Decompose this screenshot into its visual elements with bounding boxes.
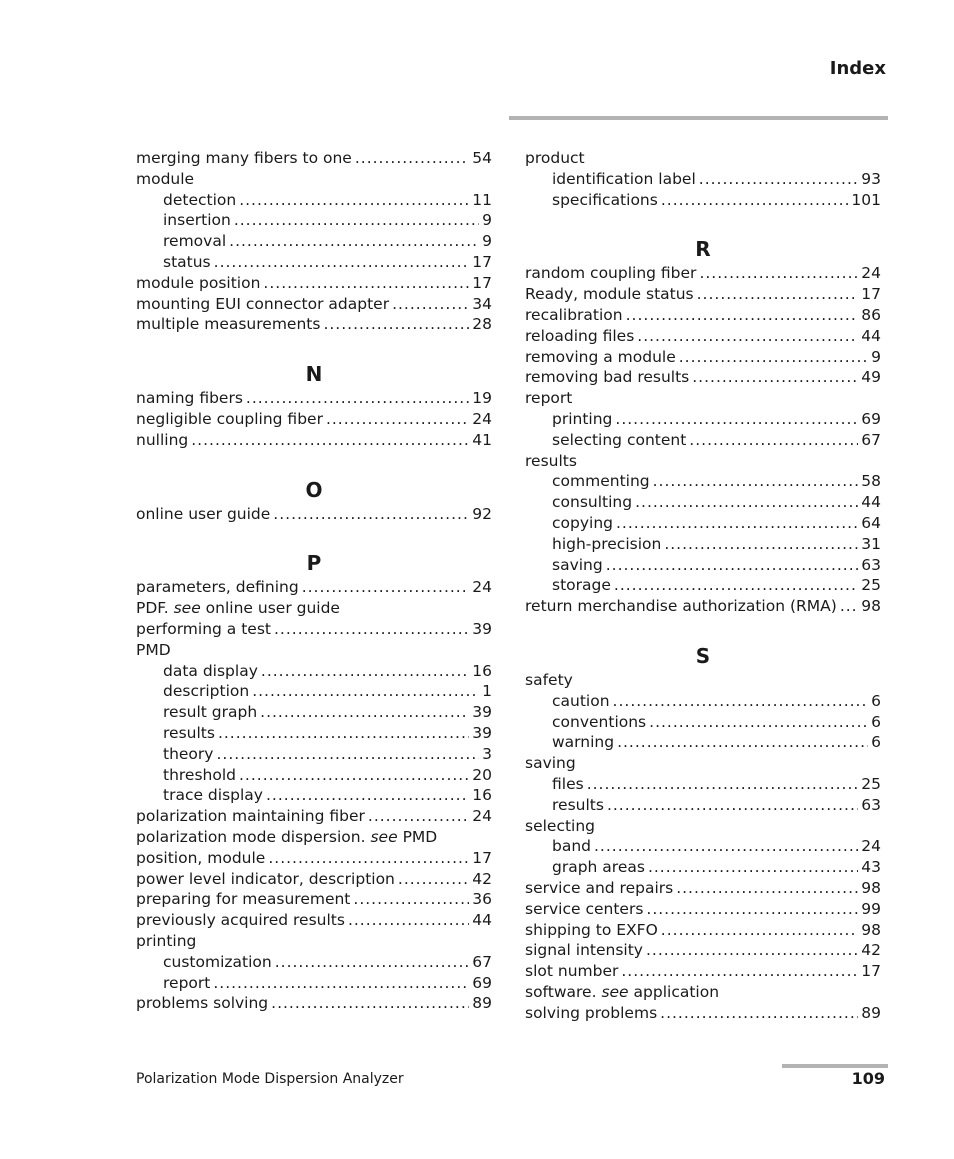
index-term: trace display bbox=[163, 786, 263, 805]
leader-dots bbox=[649, 712, 868, 733]
index-term: naming fibers bbox=[136, 389, 243, 408]
leader-dots bbox=[676, 878, 858, 899]
index-subentry bbox=[136, 785, 492, 806]
index-term: shipping to EXFO bbox=[525, 920, 658, 939]
index-term: negligible coupling fiber bbox=[136, 409, 323, 428]
index-entry bbox=[525, 1003, 881, 1024]
index-group-p-cont bbox=[525, 148, 881, 210]
index-term: polarization mode dispersion. see PMD bbox=[136, 827, 438, 846]
index-page: 67 bbox=[861, 430, 881, 449]
index-letter-heading: S bbox=[695, 643, 711, 668]
header-rule bbox=[509, 116, 888, 120]
index-group-m bbox=[136, 148, 492, 335]
index-term: saving bbox=[525, 754, 576, 773]
leader-dots bbox=[214, 252, 470, 273]
index-page: 31 bbox=[861, 534, 881, 553]
index-term: removing bad results bbox=[525, 368, 690, 387]
index-page: 39 bbox=[472, 703, 492, 722]
index-term: module bbox=[136, 169, 195, 188]
leader-dots bbox=[398, 869, 469, 890]
index-subentry bbox=[525, 169, 881, 190]
index-entry bbox=[136, 848, 492, 869]
leader-dots bbox=[368, 806, 469, 827]
index-entry bbox=[525, 388, 881, 409]
index-term: problems solving bbox=[136, 994, 269, 1013]
index-page: 42 bbox=[861, 941, 881, 960]
index-entry bbox=[525, 451, 881, 472]
leader-dots bbox=[252, 681, 479, 702]
leader-dots bbox=[263, 273, 469, 294]
index-page: 44 bbox=[861, 326, 881, 345]
index-term: parameters, defining bbox=[136, 578, 299, 597]
index-term: customization bbox=[163, 952, 272, 971]
index-page: 9 bbox=[482, 232, 492, 251]
index-subentry bbox=[136, 723, 492, 744]
index-entry bbox=[136, 314, 492, 335]
index-subentry bbox=[136, 952, 492, 973]
index-group-o bbox=[136, 504, 492, 525]
index-page: 101 bbox=[851, 190, 881, 209]
index-page: 25 bbox=[861, 774, 881, 793]
index-term: PMD bbox=[136, 640, 171, 659]
index-term: mounting EUI connector adapter bbox=[136, 294, 390, 313]
index-subentry bbox=[525, 409, 881, 430]
index-term: nulling bbox=[136, 430, 189, 449]
index-term: data display bbox=[163, 661, 258, 680]
index-subentry bbox=[525, 555, 881, 576]
leader-dots bbox=[689, 430, 858, 451]
index-page: 17 bbox=[861, 285, 881, 304]
leader-dots bbox=[648, 857, 858, 878]
leader-dots bbox=[606, 555, 859, 576]
leader-dots bbox=[302, 577, 470, 598]
index-entry bbox=[525, 284, 881, 305]
index-term: description bbox=[163, 682, 250, 701]
leader-dots bbox=[679, 347, 868, 368]
leader-dots bbox=[635, 492, 858, 513]
leader-dots bbox=[268, 848, 469, 869]
index-term: safety bbox=[525, 670, 573, 689]
index-entry bbox=[525, 367, 881, 388]
leader-dots bbox=[615, 409, 858, 430]
index-term: detection bbox=[163, 190, 237, 209]
index-entry bbox=[136, 869, 492, 890]
index-page: 9 bbox=[871, 347, 881, 366]
index-entry bbox=[136, 577, 492, 598]
index-page: 99 bbox=[861, 899, 881, 918]
leader-dots bbox=[353, 889, 469, 910]
index-subentry bbox=[136, 661, 492, 682]
index-subentry bbox=[136, 765, 492, 786]
index-page: 67 bbox=[472, 952, 492, 971]
leader-dots bbox=[191, 430, 469, 451]
index-term: PDF. see online user guide bbox=[136, 599, 340, 618]
leader-dots bbox=[261, 661, 469, 682]
index-entry bbox=[525, 305, 881, 326]
index-page: 28 bbox=[472, 315, 492, 334]
index-term: multiple measurements bbox=[136, 315, 321, 334]
leader-dots bbox=[274, 619, 469, 640]
index-entry bbox=[525, 753, 881, 774]
index-term: removing a module bbox=[525, 347, 676, 366]
index-page: 9 bbox=[482, 211, 492, 230]
index-entry bbox=[136, 294, 492, 315]
leader-dots bbox=[626, 305, 859, 326]
leader-dots bbox=[326, 409, 469, 430]
index-page: 16 bbox=[472, 661, 492, 680]
index-term: report bbox=[525, 389, 573, 408]
index-page: 44 bbox=[472, 911, 492, 930]
index-page: 20 bbox=[472, 765, 492, 784]
index-page: 43 bbox=[861, 858, 881, 877]
index-term: reloading files bbox=[525, 326, 635, 345]
index-term: specifications bbox=[552, 190, 658, 209]
index-page: 54 bbox=[472, 149, 492, 167]
leader-dots bbox=[699, 169, 858, 190]
index-letter-heading: P bbox=[306, 551, 322, 576]
index-page: 58 bbox=[861, 472, 881, 491]
index-term: printing bbox=[552, 409, 613, 428]
index-page: 24 bbox=[861, 837, 881, 856]
leader-dots bbox=[637, 326, 858, 347]
index-term: printing bbox=[136, 931, 197, 950]
index-page: 98 bbox=[861, 920, 881, 939]
index-page: 3 bbox=[482, 744, 492, 763]
leader-dots bbox=[664, 534, 858, 555]
leader-dots bbox=[613, 691, 869, 712]
index-subentry bbox=[525, 513, 881, 534]
index-entry bbox=[525, 899, 881, 920]
leader-dots bbox=[216, 744, 479, 765]
index-page: 49 bbox=[861, 368, 881, 387]
index-term: conventions bbox=[552, 712, 647, 731]
index-entry bbox=[136, 640, 492, 661]
index-page: 98 bbox=[861, 597, 881, 616]
index-page: 24 bbox=[472, 807, 492, 826]
index-term: status bbox=[163, 252, 211, 271]
index-entry bbox=[136, 806, 492, 827]
leader-dots bbox=[392, 294, 469, 315]
index-subentry bbox=[525, 190, 881, 211]
index-subentry bbox=[525, 430, 881, 451]
index-term: online user guide bbox=[136, 504, 271, 523]
index-entry bbox=[136, 993, 492, 1014]
index-term: high-precision bbox=[552, 534, 662, 553]
index-term: theory bbox=[163, 744, 214, 763]
index-term: results bbox=[525, 451, 577, 470]
index-entry bbox=[136, 889, 492, 910]
index-page: 1 bbox=[482, 682, 492, 701]
index-group-n bbox=[136, 388, 492, 450]
index-term: report bbox=[163, 973, 211, 992]
index-entry bbox=[525, 961, 881, 982]
page-header-title: Index bbox=[829, 58, 886, 79]
index-subentry bbox=[136, 190, 492, 211]
index-subentry bbox=[136, 231, 492, 252]
index-page: 17 bbox=[472, 273, 492, 292]
index-page: 42 bbox=[472, 869, 492, 888]
index-term: caution bbox=[552, 691, 610, 710]
index-subentry bbox=[525, 836, 881, 857]
leader-dots bbox=[660, 1003, 858, 1024]
index-entry bbox=[525, 878, 881, 899]
index-page: 63 bbox=[861, 555, 881, 574]
index-page: 36 bbox=[472, 890, 492, 909]
leader-dots bbox=[614, 575, 858, 596]
index-term: consulting bbox=[552, 493, 633, 512]
index-page: 98 bbox=[861, 878, 881, 897]
index-term: removal bbox=[163, 232, 227, 251]
index-term: service centers bbox=[525, 899, 644, 918]
leader-dots bbox=[661, 920, 858, 941]
index-subentry bbox=[525, 795, 881, 816]
index-subentry bbox=[525, 732, 881, 753]
leader-dots bbox=[239, 190, 469, 211]
index-column-left bbox=[136, 148, 492, 1014]
leader-dots bbox=[218, 723, 469, 744]
index-subentry bbox=[136, 973, 492, 994]
leader-dots bbox=[229, 231, 479, 252]
index-page: 17 bbox=[472, 848, 492, 867]
index-term: storage bbox=[552, 576, 611, 595]
index-letter-heading: R bbox=[695, 237, 711, 262]
leader-dots bbox=[213, 973, 469, 994]
leader-dots bbox=[617, 732, 868, 753]
index-term: warning bbox=[552, 733, 615, 752]
index-see-reference bbox=[525, 982, 881, 1003]
index-term: merging many fibers to one bbox=[136, 149, 352, 167]
index-group-p bbox=[136, 577, 492, 1014]
leader-dots bbox=[355, 148, 469, 169]
index-subentry bbox=[525, 774, 881, 795]
index-page: 17 bbox=[861, 962, 881, 981]
index-subentry bbox=[525, 691, 881, 712]
index-term: power level indicator, description bbox=[136, 869, 395, 888]
index-letter-heading: O bbox=[305, 477, 323, 502]
index-term: threshold bbox=[163, 765, 236, 784]
index-page: 19 bbox=[472, 389, 492, 408]
index-entry bbox=[136, 430, 492, 451]
index-entry bbox=[136, 148, 492, 169]
index-term: result graph bbox=[163, 703, 258, 722]
index-entry bbox=[136, 409, 492, 430]
index-subentry bbox=[136, 210, 492, 231]
index-term: product bbox=[525, 149, 585, 167]
index-term: identification label bbox=[552, 169, 696, 188]
footer-page-number: 109 bbox=[851, 1069, 885, 1088]
footer-rule bbox=[782, 1064, 888, 1068]
index-term: performing a test bbox=[136, 619, 271, 638]
index-term: selecting bbox=[525, 816, 596, 835]
index-term: preparing for measurement bbox=[136, 890, 351, 909]
index-page: 39 bbox=[472, 619, 492, 638]
leader-dots bbox=[646, 940, 858, 961]
index-subentry bbox=[525, 492, 881, 513]
index-page: 89 bbox=[472, 994, 492, 1013]
leader-dots bbox=[266, 785, 469, 806]
leader-dots bbox=[239, 765, 469, 786]
index-term: service and repairs bbox=[525, 878, 674, 897]
index-entry bbox=[136, 169, 492, 190]
index-term: Ready, module status bbox=[525, 285, 694, 304]
leader-dots bbox=[234, 210, 479, 231]
index-page: 6 bbox=[871, 712, 881, 731]
index-page: 93 bbox=[861, 169, 881, 188]
index-page: 39 bbox=[472, 723, 492, 742]
index-subentry bbox=[136, 702, 492, 723]
leader-dots bbox=[273, 504, 469, 525]
index-entry bbox=[136, 504, 492, 525]
footer-document-title: Polarization Mode Dispersion Analyzer bbox=[136, 1071, 404, 1087]
index-term: files bbox=[552, 774, 584, 793]
index-term: recalibration bbox=[525, 305, 623, 324]
leader-dots bbox=[587, 774, 859, 795]
index-page: 6 bbox=[871, 691, 881, 710]
index-page: 24 bbox=[472, 578, 492, 597]
index-term: software. see application bbox=[525, 982, 720, 1001]
index-page: 34 bbox=[472, 294, 492, 313]
index-entry bbox=[525, 920, 881, 941]
index-page: 92 bbox=[472, 504, 492, 523]
index-page: 44 bbox=[861, 493, 881, 512]
leader-dots bbox=[607, 795, 858, 816]
index-page: 16 bbox=[472, 786, 492, 805]
index-term: saving bbox=[552, 555, 603, 574]
leader-dots bbox=[692, 367, 858, 388]
index-page: 11 bbox=[472, 190, 492, 209]
index-term: commenting bbox=[552, 472, 650, 491]
leader-dots bbox=[246, 388, 469, 409]
index-subentry bbox=[525, 857, 881, 878]
index-term: insertion bbox=[163, 211, 231, 230]
leader-dots bbox=[621, 961, 858, 982]
index-subentry bbox=[136, 744, 492, 765]
index-column-right bbox=[525, 148, 881, 1023]
index-group-s bbox=[525, 670, 881, 1024]
index-page: 86 bbox=[861, 305, 881, 324]
index-page: 63 bbox=[861, 795, 881, 814]
index-entry bbox=[525, 940, 881, 961]
index-letter-heading: N bbox=[305, 362, 323, 387]
index-page: 69 bbox=[861, 409, 881, 428]
index-term: slot number bbox=[525, 962, 619, 981]
index-page: 69 bbox=[472, 973, 492, 992]
index-page: 24 bbox=[472, 409, 492, 428]
index-page: 25 bbox=[861, 576, 881, 595]
index-entry bbox=[525, 347, 881, 368]
index-group-r bbox=[525, 263, 881, 617]
leader-dots bbox=[661, 190, 849, 211]
leader-dots bbox=[646, 899, 858, 920]
index-entry bbox=[525, 263, 881, 284]
index-page: 41 bbox=[472, 430, 492, 449]
index-entry bbox=[525, 596, 881, 617]
index-term: random coupling fiber bbox=[525, 264, 697, 283]
index-term: results bbox=[163, 723, 215, 742]
index-see-reference bbox=[136, 598, 492, 619]
index-subentry bbox=[525, 712, 881, 733]
index-term: graph areas bbox=[552, 858, 645, 877]
index-page: 6 bbox=[871, 733, 881, 752]
leader-dots bbox=[594, 836, 858, 857]
index-entry bbox=[136, 619, 492, 640]
leader-dots bbox=[840, 596, 858, 617]
leader-dots bbox=[616, 513, 858, 534]
index-subentry bbox=[136, 681, 492, 702]
leader-dots bbox=[260, 702, 469, 723]
index-term: selecting content bbox=[552, 430, 687, 449]
index-entry bbox=[136, 388, 492, 409]
index-term: polarization maintaining fiber bbox=[136, 807, 365, 826]
leader-dots bbox=[697, 284, 859, 305]
index-term: solving problems bbox=[525, 1003, 658, 1022]
index-term: results bbox=[552, 795, 604, 814]
index-term: copying bbox=[552, 513, 613, 532]
index-entry bbox=[136, 931, 492, 952]
index-term: position, module bbox=[136, 848, 266, 867]
index-entry bbox=[525, 670, 881, 691]
index-term: band bbox=[552, 837, 591, 856]
index-entry bbox=[525, 326, 881, 347]
index-page: 17 bbox=[472, 252, 492, 271]
index-page: 64 bbox=[861, 513, 881, 532]
index-see-reference bbox=[136, 827, 492, 848]
index-page: 24 bbox=[861, 264, 881, 283]
index-entry bbox=[136, 910, 492, 931]
leader-dots bbox=[653, 471, 859, 492]
index-subentry bbox=[525, 471, 881, 492]
leader-dots bbox=[323, 314, 469, 335]
index-page: 89 bbox=[861, 1003, 881, 1022]
index-subentry bbox=[525, 534, 881, 555]
index-subentry bbox=[136, 252, 492, 273]
index-entry bbox=[525, 148, 881, 169]
index-term: return merchandise authorization (RMA) bbox=[525, 597, 837, 616]
leader-dots bbox=[271, 993, 469, 1014]
index-term: previously acquired results bbox=[136, 911, 345, 930]
index-entry bbox=[525, 816, 881, 837]
leader-dots bbox=[699, 263, 858, 284]
index-term: signal intensity bbox=[525, 941, 643, 960]
index-subentry bbox=[525, 575, 881, 596]
index-entry bbox=[136, 273, 492, 294]
index-term: module position bbox=[136, 273, 261, 292]
leader-dots bbox=[348, 910, 469, 931]
leader-dots bbox=[275, 952, 470, 973]
